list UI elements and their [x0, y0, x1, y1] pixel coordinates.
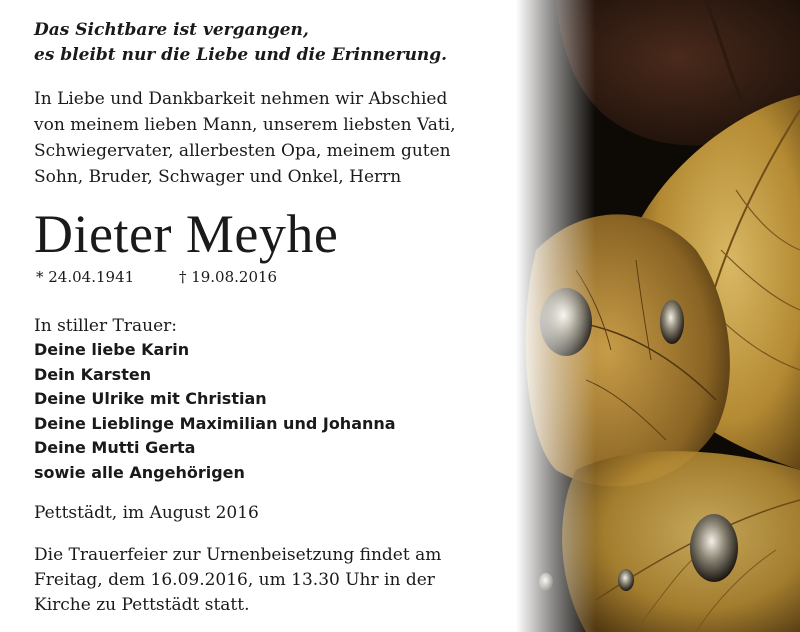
text-column [34, 18, 514, 618]
mourner-grandchildren: Deine Lieblinge Maximilian und Johanna [34, 413, 396, 433]
mourner-ulrike: Deine Ulrike mit Christian [34, 389, 267, 408]
life-dates [36, 266, 514, 288]
intro-line-3: Schwiegervater, allerbesten Opa, meinem guten [34, 141, 451, 161]
place-date: Pettstädt, im August 2016 [34, 503, 259, 523]
birth-date: * 24.04.1941 [36, 268, 135, 286]
mourner-gerta: Deine Mutti Gerta [34, 438, 196, 457]
ceremony-notice [34, 543, 514, 618]
autumn-leaves-photo [516, 0, 800, 632]
mourner-relatives: sowie alle Angehörigen [34, 462, 245, 482]
motto-line-2: es bleibt nur die Liebe und die Erinnerung. [34, 45, 448, 65]
mourner-karsten: Dein Karsten [34, 364, 152, 384]
intro-text [34, 86, 514, 190]
intro-line-4: Sohn, Bruder, Schwager und Onkel, Herrn [34, 167, 402, 187]
ceremony-line-3: Kirche zu Pettstädt statt. [34, 595, 250, 615]
death-date: † 19.08.2016 [178, 268, 278, 286]
intro-line-1: In Liebe und Dankbarkeit nehmen wir Abschied [34, 89, 448, 109]
ceremony-line-1: Die Trauerfeier zur Urnenbeisetzung findet am [34, 545, 442, 565]
motto-line-1: Das Sichtbare ist vergangen, [34, 20, 309, 40]
mourning-heading: In stiller Trauer: [34, 316, 177, 336]
motto [34, 18, 514, 68]
intro-line-2: von meinem lieben Mann, unserem liebsten Vati, [34, 115, 456, 135]
ceremony-line-2: Freitag, dem 16.09.2016, um 13.30 Uhr in der [34, 570, 435, 590]
mourners-list [34, 338, 514, 485]
mourner-karin: Deine liebe Karin [34, 340, 190, 359]
deceased-name: Dieter Meyhe [34, 204, 339, 264]
